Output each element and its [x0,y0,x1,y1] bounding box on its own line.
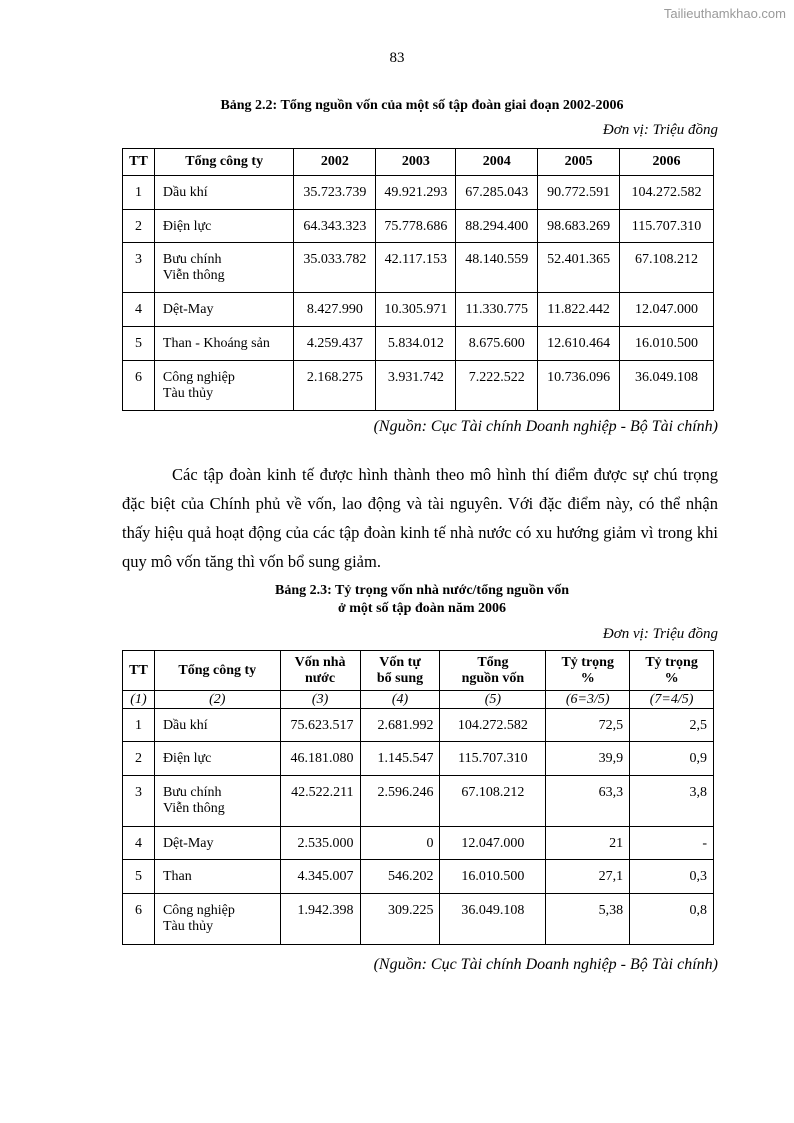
watermark: Tailieuthamkhao.com [663,6,786,21]
table-cell-value: - [630,827,714,860]
table-cell-value: 546.202 [360,860,440,894]
table-cell-value: 1.942.398 [280,894,360,945]
table-cell-company: Dệt-May [154,827,280,860]
table1-header-cell: 2004 [456,149,538,176]
table-cell-value: 7.222.522 [456,361,538,411]
company-line1: Công nghiệp [162,903,235,918]
table-cell-value: 90.772.591 [538,176,620,210]
table-cell-value: 8.427.990 [294,293,376,327]
table-cell-value: 4.259.437 [294,327,376,361]
table-cell-value: 104.272.582 [440,709,546,742]
table-cell-value: 2.681.992 [360,709,440,742]
table-cell-tt: 3 [123,243,155,293]
table-cell-value: 75.623.517 [280,709,360,742]
table1-header-cell: 2003 [376,149,456,176]
table-cell-value: 8.675.600 [456,327,538,361]
table-cell-company: Dầu khí [154,176,294,210]
table-cell-value: 67.108.212 [620,243,714,293]
table-cell-value: 39,9 [546,742,630,776]
table-row [123,361,714,411]
header-line1: Vốn tự [379,654,421,670]
table2-caption-line1: Bảng 2.3: Tỷ trọng vốn nhà nước/tổng nguồn vốn [274,583,570,598]
table1-header-cell: 2005 [538,149,620,176]
table-cell-tt: 2 [123,210,155,243]
header-line1: Tỷ trọng [645,654,698,670]
table1-header-row [123,149,714,176]
table-cell-value: 11.822.442 [538,293,620,327]
table-cell-value: 36.049.108 [620,361,714,411]
table-cell-company: Than [154,860,280,894]
table-cell-company: Dệt-May [154,293,294,327]
paragraph-text: Các tập đoàn kinh tế được hình thành theo mô hình thí điểm được sự chú trọng đặc biệt của Chính phủ về vốn, lao động và tài nguyên. Với đặc điểm này, có thể nhận thấy hiệu quả hoạt động của các tập đoàn kinh tế nhà nước có xu hướng giảm vì trong khi quy mô vốn tăng thì vốn bổ sung giảm. [122,465,718,571]
table1 [122,148,714,411]
table-cell-value: 11.330.775 [456,293,538,327]
table-row [123,827,714,860]
table1-unit: Đơn vị: Triệu đồng [602,122,718,138]
table-cell-company [154,894,280,945]
table1-source: (Nguồn: Cục Tài chính Doanh nghiệp - Bộ Tài chính) [373,418,718,435]
table-cell-tt: 4 [123,827,155,860]
table-cell-value: 3,8 [630,776,714,827]
table2 [122,650,714,945]
table-cell-value: 67.285.043 [456,176,538,210]
table-cell-value: 35.723.739 [294,176,376,210]
table2-header-cell [360,651,440,691]
header-line2: % [580,670,595,686]
table-cell-value: 67.108.212 [440,776,546,827]
index-cell: (6=3/5) [546,691,630,709]
company-line1: Công nghiệp [162,370,235,385]
table-cell-value: 64.343.323 [294,210,376,243]
table-cell-tt: 6 [123,894,155,945]
table-cell-tt: 2 [123,742,155,776]
table-cell-value: 0 [360,827,440,860]
table2-index-row [123,691,714,709]
table2-header-cell [440,651,546,691]
table-cell-value: 12.610.464 [538,327,620,361]
index-cell: (7=4/5) [630,691,714,709]
table-cell-value: 12.047.000 [620,293,714,327]
header-line2: bổ sung [376,670,424,686]
table-row [123,894,714,945]
table-cell-value: 75.778.686 [376,210,456,243]
table-cell-value: 2.168.275 [294,361,376,411]
table-cell-value: 10.305.971 [376,293,456,327]
table-cell-company [154,361,294,411]
table1-header-cell: 2002 [294,149,376,176]
table-cell-value: 309.225 [360,894,440,945]
table-cell-value: 2,5 [630,709,714,742]
table-cell-value: 42.522.211 [280,776,360,827]
table2-unit: Đơn vị: Triệu đồng [602,626,718,642]
table-cell-value: 88.294.400 [456,210,538,243]
table2-caption-line2: ở một số tập đoàn năm 2006 [338,601,506,616]
table-cell-company [154,243,294,293]
table-cell-tt: 6 [123,361,155,411]
table-row [123,860,714,894]
table-row [123,176,714,210]
table2-source: (Nguồn: Cục Tài chính Doanh nghiệp - Bộ Tài chính) [373,956,718,973]
table-cell-value: 2.596.246 [360,776,440,827]
table-cell-value: 52.401.365 [538,243,620,293]
table-cell-tt: 5 [123,860,155,894]
table1-header-cell: 2006 [620,149,714,176]
table-cell-company: Điện lực [154,210,294,243]
table-cell-value: 42.117.153 [376,243,456,293]
table1-header-cell: Tổng công ty [154,149,294,176]
table2-header-cell: TT [123,651,155,691]
table-cell-company: Than - Khoáng sản [154,327,294,361]
table-cell-value: 16.010.500 [440,860,546,894]
table-cell-value: 98.683.269 [538,210,620,243]
table-cell-value: 0,8 [630,894,714,945]
table-cell-value: 115.707.310 [440,742,546,776]
table-row [123,742,714,776]
table-row [123,243,714,293]
company-line2: Viễn thông [162,801,225,816]
company-line1: Bưu chính [162,785,222,800]
table-row [123,327,714,361]
header-line2: nguồn vốn [461,670,525,686]
body-paragraph [122,460,718,576]
table-cell-value: 115.707.310 [620,210,714,243]
table2-caption [122,582,722,618]
table2-header-cell: Tổng công ty [154,651,280,691]
index-cell: (3) [280,691,360,709]
table-cell-value: 46.181.080 [280,742,360,776]
table-cell-value: 27,1 [546,860,630,894]
table-cell-value: 72,5 [546,709,630,742]
table-cell-value: 4.345.007 [280,860,360,894]
index-cell: (4) [360,691,440,709]
table-cell-value: 5.834.012 [376,327,456,361]
index-cell: (5) [440,691,546,709]
table-cell-value: 49.921.293 [376,176,456,210]
table2-header-cell [546,651,630,691]
header-line1: Vốn nhà [294,654,346,670]
table2-header-cell [280,651,360,691]
table-cell-value: 3.931.742 [376,361,456,411]
table-cell-tt: 3 [123,776,155,827]
header-line1: Tổng [477,654,509,670]
table-cell-value: 1.145.547 [360,742,440,776]
index-cell: (1) [123,691,155,709]
table-cell-tt: 4 [123,293,155,327]
table-cell-value: 12.047.000 [440,827,546,860]
table-cell-tt: 1 [123,709,155,742]
table-cell-value: 104.272.582 [620,176,714,210]
table-row [123,776,714,827]
table2-header-cell [630,651,714,691]
table-cell-company: Dầu khí [154,709,280,742]
table-cell-company [154,776,280,827]
table-cell-value: 0,9 [630,742,714,776]
table2-header-row [123,651,714,691]
table-cell-value: 48.140.559 [456,243,538,293]
table-cell-value: 35.033.782 [294,243,376,293]
table-row [123,210,714,243]
table-cell-value: 36.049.108 [440,894,546,945]
table-row [123,293,714,327]
table-cell-value: 10.736.096 [538,361,620,411]
table-cell-value: 2.535.000 [280,827,360,860]
company-line2: Tàu thủy [162,919,214,934]
company-line2: Viễn thông [162,268,225,283]
table-cell-value: 0,3 [630,860,714,894]
table-cell-value: 5,38 [546,894,630,945]
table1-caption: Bảng 2.2: Tổng nguồn vốn của một số tập đoàn giai đoạn 2002-2006 [220,98,624,113]
page-number: 83 [389,50,405,66]
table-cell-value: 21 [546,827,630,860]
header-line2: % [664,670,679,686]
index-cell: (2) [154,691,280,709]
company-line2: Tàu thủy [162,386,214,401]
table-cell-tt: 5 [123,327,155,361]
table1-header-cell: TT [123,149,155,176]
table-cell-value: 63,3 [546,776,630,827]
table-cell-value: 16.010.500 [620,327,714,361]
header-line2: nước [304,670,336,686]
table-cell-company: Điện lực [154,742,280,776]
table-row [123,709,714,742]
table-cell-tt: 1 [123,176,155,210]
company-line1: Bưu chính [162,252,222,267]
header-line1: Tỷ trọng [561,654,614,670]
